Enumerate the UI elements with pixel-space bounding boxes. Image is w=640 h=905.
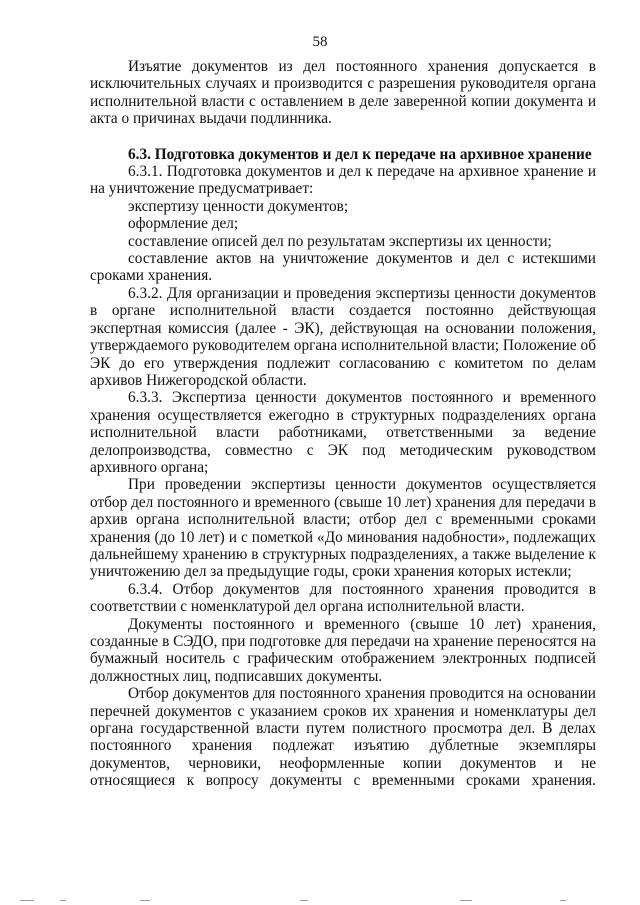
paragraph-6-3-4-review: Отбор документов для постоянного хранения проводится на основании перечней документов с указанием сроков их хранения и номенклатуры дел органа государственной власти путем полистного просмотра дел. В делах постоянного хранения подлежат изъятию дублетные экземпляры документов, черновики, неоформленные копии документов и не относящиеся к вопросу документы с временными сроками хранения. — [90, 685, 596, 790]
paragraph-6-3-4: 6.3.4. Отбор документов для постоянного хранения проводится в соответствии с номенклатурой дел органа исполнительной власти. — [90, 580, 596, 616]
document-body — [90, 58, 596, 790]
paragraph-6-3-3-selection: При проведении экспертизы ценности документов осуществляется отбор дел постоянного и временного (свыше 10 лет) хранения для передачи в архив органа исполнительной власти; отбор дел с временными сроками хранения (до 10 лет) и с пометкой «До минования надобности», подлежащих дальнейшему хранению в структурных подразделениях, а также выделение к уничтожению дел за предыдущие годы, сроки хранения которых истекли; — [90, 476, 596, 581]
section-heading-6-3: 6.3. Подготовка документов и дел к передаче на архивное хранение — [128, 145, 592, 163]
paragraph-6-3-1: 6.3.1. Подготовка документов и дел к передаче на архивное хранение и на уничтожение предусматривает: — [90, 163, 596, 198]
scan-edge-marks — [0, 891, 640, 901]
list-item-expertise: экспертизу ценности документов; — [128, 197, 349, 215]
paragraph-6-3-3: 6.3.3. Экспертиза ценности документов постоянного и временного хранения осуществляется ежегодно в структурных подразделениях органа исполнительной власти работниками, ответственными за ведение делопроизводства, совместно с ЭК под методическим руководством архивного органа; — [90, 389, 596, 476]
paragraph-document-removal: Изъятие документов из дел постоянного хранения допускается в исключительных случаях и производится с разрешения руководителя органа исполнительной власти с оставлением в деле заверенной копии документа и акта о причинах выдачи подлинника. — [90, 58, 596, 128]
paragraph-6-3-4-electronic: Документы постоянного и временного (свыше 10 лет) хранения, созданные в СЭДО, при подготовке для передачи на хранение переносятся на бумажный носитель с графическим отображением электронных подписей должностных лиц, подписавших документы. — [90, 615, 596, 685]
list-item-case-formatting: оформление дел; — [128, 215, 239, 233]
list-item-destruction-acts: составление актов на уничтожение документов и дел с истекшими сроками хранения. — [90, 250, 596, 285]
page-number: 58 — [312, 34, 328, 50]
paragraph-6-3-2: 6.3.2. Для организации и проведения экспертизы ценности документов в органе исполнительной власти создается постоянно действующая экспертная комиссия (далее - ЭК), действующая на основании положения, утверждаемого руководителем органа исполнительной власти; Положение об ЭК до его утверждения подлежит согласованию с комитетом по делам архивов Нижегородской области. — [90, 284, 596, 389]
section-spacer — [90, 128, 596, 146]
list-item-inventories: составление описей дел по результатам экспертизы их ценности; — [128, 232, 552, 250]
